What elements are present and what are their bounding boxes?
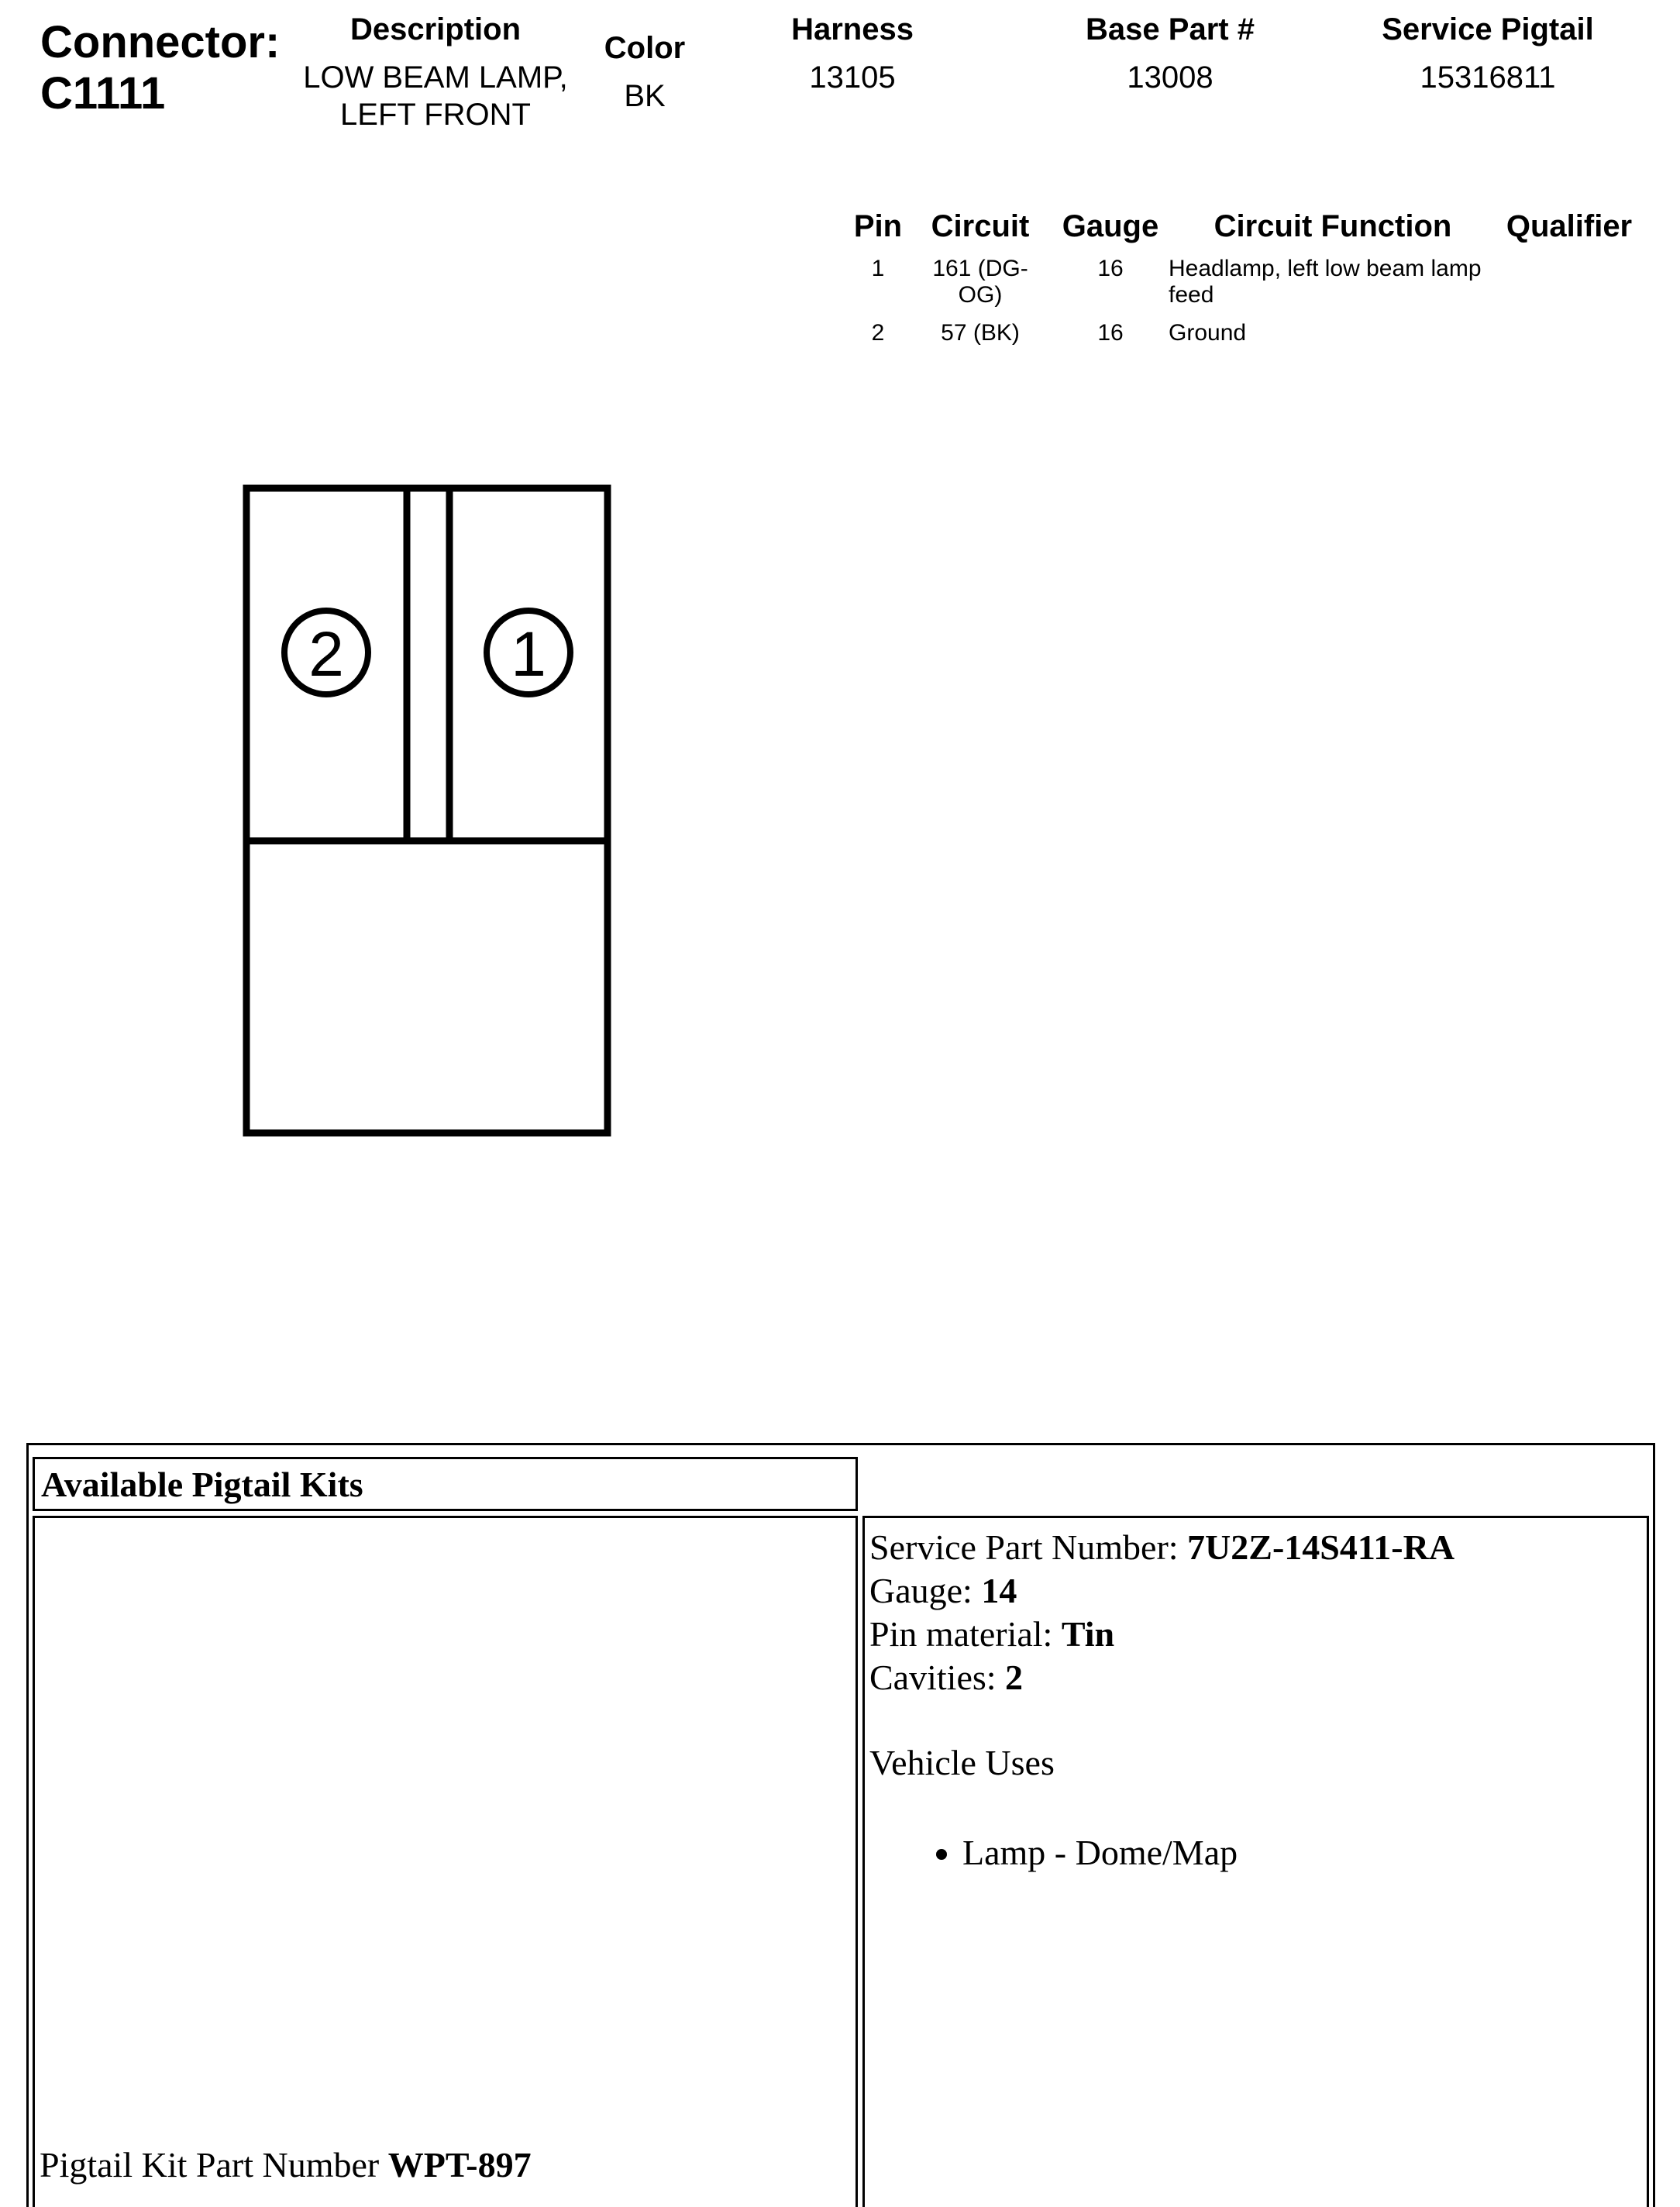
cavity-1 [487, 611, 570, 694]
gauge-row [869, 1569, 1647, 1613]
pin-number: 1 [871, 256, 885, 281]
connector-face-diagram [232, 473, 620, 1147]
cavity-2-label: 2 [308, 619, 344, 690]
cavity-2 [284, 611, 368, 694]
pin-material-row [869, 1613, 1647, 1656]
vehicle-uses-list [869, 1831, 1647, 1875]
connector-outline [246, 488, 608, 1133]
service-pigtail-label: Service Pigtail [1382, 12, 1594, 46]
description-line-2: LEFT FRONT [340, 98, 531, 132]
harness-value: 13105 [809, 60, 896, 95]
pigtail-kit-number: WPT-897 [387, 2145, 532, 2185]
cavity-1-label: 1 [511, 619, 546, 690]
pigtail-kit-label: Pigtail Kit Part Number [40, 2145, 388, 2185]
service-part-value: 7U2Z-14S411-RA [1187, 1527, 1455, 1567]
circuit-line: 161 (DG- [932, 256, 1028, 281]
pin-material-value: Tin [1061, 1614, 1115, 1654]
circuit-line: OG) [958, 282, 1003, 308]
base-part-label: Base Part # [1086, 12, 1255, 46]
circuit-column-header: Circuit [931, 209, 1030, 243]
service-part-label: Service Part Number: [869, 1527, 1188, 1567]
connector-title [40, 17, 280, 119]
description-label: Description [349, 12, 522, 46]
color-value: BK [624, 79, 666, 113]
qualifier-column-header: Qualifier [1506, 209, 1633, 243]
function-line: Headlamp, left low beam lamp [1169, 256, 1482, 281]
pin-number: 2 [871, 320, 885, 346]
service-part-row [869, 1526, 1647, 1569]
cavities-value: 2 [1005, 1658, 1024, 1697]
circuit-function-column-header: Circuit Function [1214, 209, 1452, 243]
circuit-cell [922, 320, 1038, 346]
pigtail-kit-part-number [40, 2144, 532, 2185]
color-label: Color [604, 31, 686, 65]
vehicle-use-item: • Lamp - Dome/Map [962, 1831, 1647, 1875]
cavities-label: Cavities: [869, 1658, 1006, 1697]
circuit-line: 57 (BK) [941, 320, 1020, 346]
pin-material-label: Pin material: [869, 1614, 1062, 1654]
cavities-row [869, 1656, 1647, 1699]
connector-id: C1111 [40, 68, 166, 119]
description-value [281, 59, 590, 133]
gauge-cell: 16 [1097, 320, 1124, 346]
base-part-value: 13008 [1127, 60, 1214, 95]
harness-label: Harness [791, 12, 914, 46]
service-part-details [862, 1516, 1649, 2207]
vehicle-uses-heading: Vehicle Uses [869, 1743, 1055, 1782]
gauge-cell: 16 [1097, 256, 1124, 281]
function-line: Ground [1169, 320, 1247, 346]
gauge-value: 14 [981, 1571, 1017, 1610]
gauge-column-header: Gauge [1062, 209, 1159, 243]
circuit-function-cell [1169, 320, 1494, 346]
connector-label: Connector: [40, 17, 281, 67]
circuit-function-cell [1169, 256, 1494, 308]
service-pigtail-value: 15316811 [1420, 60, 1556, 95]
pin-column-header: Pin [853, 209, 903, 243]
gauge-label: Gauge: [869, 1571, 982, 1610]
circuit-cell [922, 256, 1038, 308]
function-line: feed [1169, 282, 1214, 308]
pigtail-kit-cell [33, 1516, 858, 2207]
pigtail-kits-title: Available Pigtail Kits [33, 1457, 858, 1511]
description-line-1: LOW BEAM LAMP, [303, 60, 568, 95]
